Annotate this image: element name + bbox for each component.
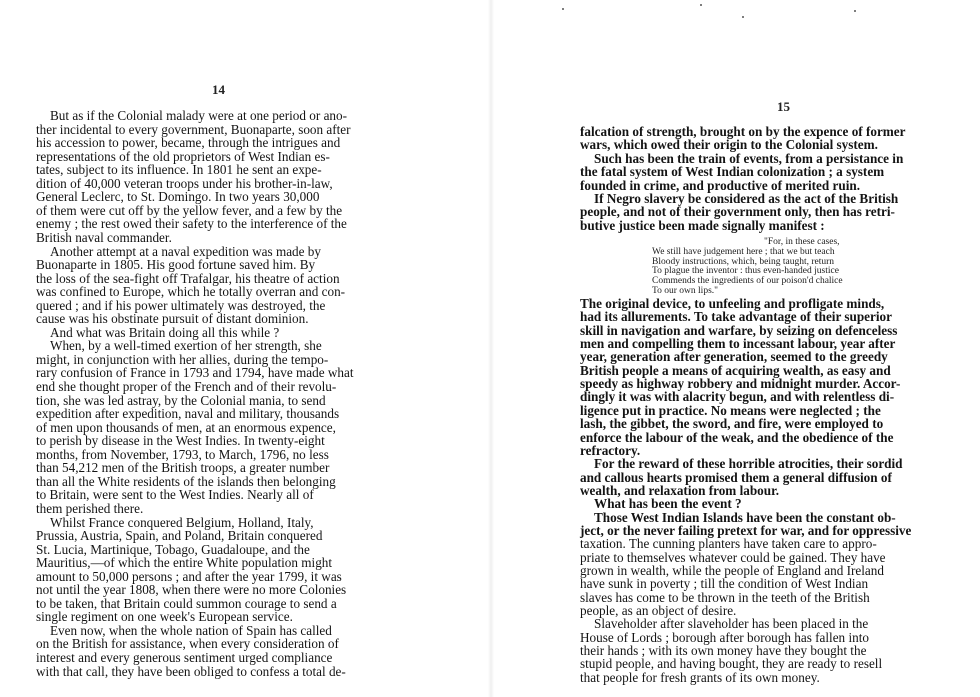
body-text-line: to perish by disease in the West Indies. In twenty-eight [36,433,325,449]
body-text-line: months, from November, 1793, to March, 1796, no less [36,446,329,462]
body-text-line: Another attempt at a naval expedition was made by [50,243,321,259]
body-text-line: than 54,212 men of the British troops, a greater number [36,460,330,476]
body-text-line: ther incidental to every government, Buonaparte, soon after [36,121,351,137]
body-text-line: British people a means of acquiring wealth, as easy and [580,362,891,378]
body-text-line: have sunk in poverty ; till the condition of West Indian [580,576,869,592]
body-text-line: than all the White residents of the islands then belonging [36,473,336,489]
quotation-line: We still have judgement here ; that we but teach [652,246,835,257]
body-text-line: taxation. The cunning planters have taken care to appro- [580,536,877,552]
body-text-line: When, by a well-timed exertion of her strength, she [50,338,322,354]
body-text-line: ject, or the never failing pretext for war, and for oppressive [580,522,912,538]
body-text-line: dition of 40,000 veteran troops under his brother-in-law, [36,175,333,191]
body-text-line: Prussia, Austria, Spain, and Poland, Britain conquered [36,528,323,544]
right-page-number: 15 [777,99,790,114]
body-text-line: tion, she was led astray, by the Colonial mania, to send [36,392,326,408]
body-text-line: speedy as highway robbery and midnight murder. Accor- [580,376,901,392]
body-text-line: their hands ; with its own money have they bought the [580,643,867,659]
body-text-line: Such has been the train of events, from a persistance in [594,150,904,166]
body-text-line: General Leclerc, to St. Domingo. In two years 30,000 [36,189,320,205]
body-text-line: priate to themselves whatever could be gained. They have [580,549,886,565]
body-text-line: his accession to power, became, through the intrigues and [36,135,341,151]
body-text-line: enemy ; the rest owed their safety to the interference of the [36,216,347,232]
body-text-line: rary confusion of France in 1793 and 1794, have made what [36,365,354,381]
body-text-line: expedition after expedition, naval and military, thousands [36,406,340,422]
body-text-line: men and compelling them to incessant labour, year after [580,336,896,352]
body-text-line: slaves has come to be thrown in the teeth of the British [580,589,870,605]
body-text-line: year, generation after generation, seemed to the greedy [580,349,888,365]
body-text-line: interest and every generous sentiment urged compliance [36,650,333,665]
body-text-line: cause was his obstinate pursuit of distant dominion. [36,311,309,327]
body-text-line: skill in navigation and warfare, by seizing on defenceless [580,322,898,338]
quotation-line: Bloody instructions, which, being taught, return [652,256,835,267]
body-text-line: founded in crime, and productive of merited ruin. [580,177,860,193]
body-text-line: and callous hearts promised them a general diffusion of [580,469,892,485]
body-text-line: that people for fresh grants of its own money. [580,669,820,685]
body-text-line: on the British for assistance, when every consideration of [36,636,339,652]
body-text-line: House of Lords ; borough after borough has fallen into [580,629,869,645]
body-text-line: end she thought proper of the French and of their revolu- [36,379,337,394]
body-text-line: For the reward of these horrible atrocities, their sordid [594,456,903,472]
body-text-line: Mauritius,—of which the entire White population might [36,555,333,571]
body-text-line: might, in conjunction with her allies, during the tempo- [36,351,329,367]
body-text-line: grown in wealth, while the people of England and Ireland [580,563,884,578]
quotation-line: "For, in these cases, [764,237,840,247]
body-text-line: of them were cut off by the yellow fever, and a few by the [36,202,343,218]
body-text-line: enforce the labour of the weak, and the obedience of the [580,429,894,445]
body-text-line: of men upon thousands of men, at an enormous expence, [36,419,336,435]
body-text-line: And what was Britain doing all this while ? [50,324,280,340]
body-text-line: butive justice been made signally manifest : [580,217,825,233]
body-text-line: Slaveholder after slaveholder has been placed in the [594,616,869,632]
quotation-line: To plague the inventor : thus even-handed justice [652,266,839,277]
body-text-line: stupid people, and having bought, they are ready to resell [580,656,883,672]
body-text-line: to be taken, that Britain could summon courage to send a [36,595,337,611]
body-text-line: St. Lucia, Martinique, Tobago, Guadaloupe, and the [36,541,310,557]
body-text-line: the fatal system of West Indian colonization ; a system [580,164,885,180]
body-text-line: people, and not of their government only, then has retri- [580,204,895,220]
body-text-line: quered ; and if his power ultimately was destroyed, the [36,297,326,313]
body-text-line: not until the year 1808, when there were no more Colonies [36,582,347,598]
body-text-line: with that call, they have been obliged to confess a total de- [36,663,346,679]
body-text-line: had its allurements. To take advantage of their superior [580,309,892,325]
quotation-line: To our own lips." [652,286,719,296]
body-text-line: refractory. [580,442,641,458]
body-text-line: representations of the old proprietors of West Indian es- [36,148,330,164]
body-text-line: people, as an object of desire. [580,603,737,619]
body-text-line: Buonaparte in 1805. His good fortune saved him. By [36,257,316,273]
body-text-line: Those West Indian Islands have been the constant ob- [594,509,896,525]
body-text-line: The original device, to unfeeling and profligate minds, [580,296,885,311]
body-text-line: lash, the gibbet, the sword, and fire, were employed to [580,416,884,432]
body-text-line: Even now, when the whole nation of Spain has called [50,622,332,638]
body-text-line: tates, subject to its influence. In 1801 he sent an expe- [36,162,322,178]
body-text-line: But as if the Colonial malady were at one period or ano- [50,108,347,123]
left-page [0,0,488,697]
body-text-line: amount to 50,000 persons ; and after the year 1799, it was [36,568,342,584]
body-text-line: What has been the event ? [594,496,742,512]
body-text-line: ligence put in practice. No means were neglected ; the [580,402,881,418]
left-page-number: 14 [212,82,225,97]
body-text-line: single regiment on one week's European service. [36,609,293,625]
quotation-line: Commends the ingredients of our poison'd chalice [652,276,843,287]
body-text-line: Whilst France conquered Belgium, Holland, Italy, [50,514,314,530]
body-text-line: wealth, and relaxation from labour. [580,482,780,498]
body-text-line: wars, which owed their origin to the Colonial system. [580,137,878,153]
body-text-line: dingly it was with alacrity begun, and with relentless di- [580,389,895,405]
body-text-line: British naval commander. [36,229,172,245]
body-text-line: was confined to Europe, which he totally overran and con- [36,284,346,300]
body-text-line: falcation of strength, brought on by the expence of former [580,124,906,139]
body-text-line: them perished there. [36,500,144,516]
body-text-line: to Britain, were sent to the West Indies. Nearly all of [36,487,314,503]
body-text-line: the loss of the sea-fight off Trafalgar, his theatre of action [36,270,340,286]
body-text-line: If Negro slavery be considered as the act of the British [594,191,899,206]
